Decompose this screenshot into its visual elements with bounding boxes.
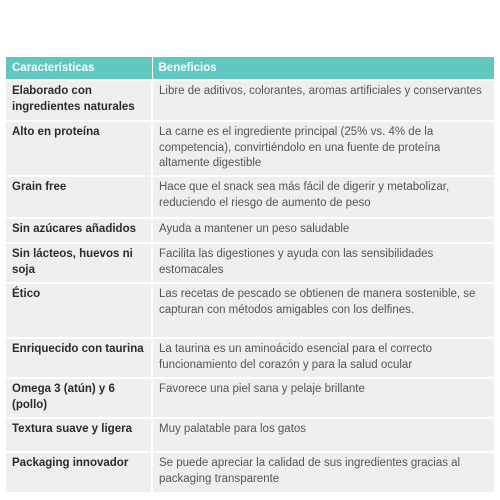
feature-cell: Textura suave y ligera bbox=[6, 418, 152, 452]
feature-cell: Alto en proteína bbox=[6, 121, 152, 176]
table-row bbox=[6, 121, 494, 176]
benefit-cell: Favorece una piel sana y pelaje brillante bbox=[152, 378, 494, 418]
header-beneficios: Beneficios bbox=[152, 57, 494, 80]
table-row bbox=[6, 418, 494, 452]
table-row bbox=[6, 378, 494, 418]
feature-cell: Ético bbox=[6, 283, 152, 338]
feature-cell: Sin azúcares añadidos bbox=[6, 218, 152, 243]
header-row bbox=[6, 57, 494, 80]
benefit-cell: Facilita las digestiones y ayuda con las sensibilidades estomacales bbox=[152, 243, 494, 283]
benefit-cell: La taurina es un aminoácido esencial para el correcto funcionamiento del corazón y para la salud ocular bbox=[152, 338, 494, 378]
benefit-cell: Las recetas de pescado se obtienen de manera sostenible, se capturan con métodos amigables con los delfines. bbox=[152, 283, 494, 338]
table-row bbox=[6, 283, 494, 338]
feature-cell: Packaging innovador bbox=[6, 452, 152, 492]
feature-cell: Enriquecido con taurina bbox=[6, 338, 152, 378]
benefit-cell: Muy palatable para los gatos bbox=[152, 418, 494, 452]
features-table-container bbox=[6, 57, 494, 492]
benefit-cell: Ayuda a mantener un peso saludable bbox=[152, 218, 494, 243]
benefit-cell: La carne es el ingrediente principal (25% vs. 4% de la competencia), convirtiéndolo en una fuente de proteína altamente digestible bbox=[152, 121, 494, 176]
header-caracteristicas: Características bbox=[6, 57, 152, 80]
table-row bbox=[6, 218, 494, 243]
feature-cell: Grain free bbox=[6, 176, 152, 218]
table-row bbox=[6, 338, 494, 378]
feature-cell: Elaborado con ingredientes naturales bbox=[6, 80, 152, 121]
benefit-cell: Hace que el snack sea más fácil de digerir y metabolizar, reduciendo el riesgo de aumento de peso bbox=[152, 176, 494, 218]
table-body bbox=[6, 80, 494, 492]
table-row bbox=[6, 452, 494, 492]
feature-cell: Omega 3 (atún) y 6 (pollo) bbox=[6, 378, 152, 418]
table-row bbox=[6, 176, 494, 218]
benefit-cell: Se puede apreciar la calidad de sus ingredientes gracias al packaging transparente bbox=[152, 452, 494, 492]
table-header bbox=[6, 57, 494, 80]
features-table bbox=[6, 57, 494, 492]
benefit-cell: Libre de aditivos, colorantes, aromas artificiales y conservantes bbox=[152, 80, 494, 121]
feature-cell: Sin lácteos, huevos ni soja bbox=[6, 243, 152, 283]
table-row bbox=[6, 243, 494, 283]
table-row bbox=[6, 80, 494, 121]
